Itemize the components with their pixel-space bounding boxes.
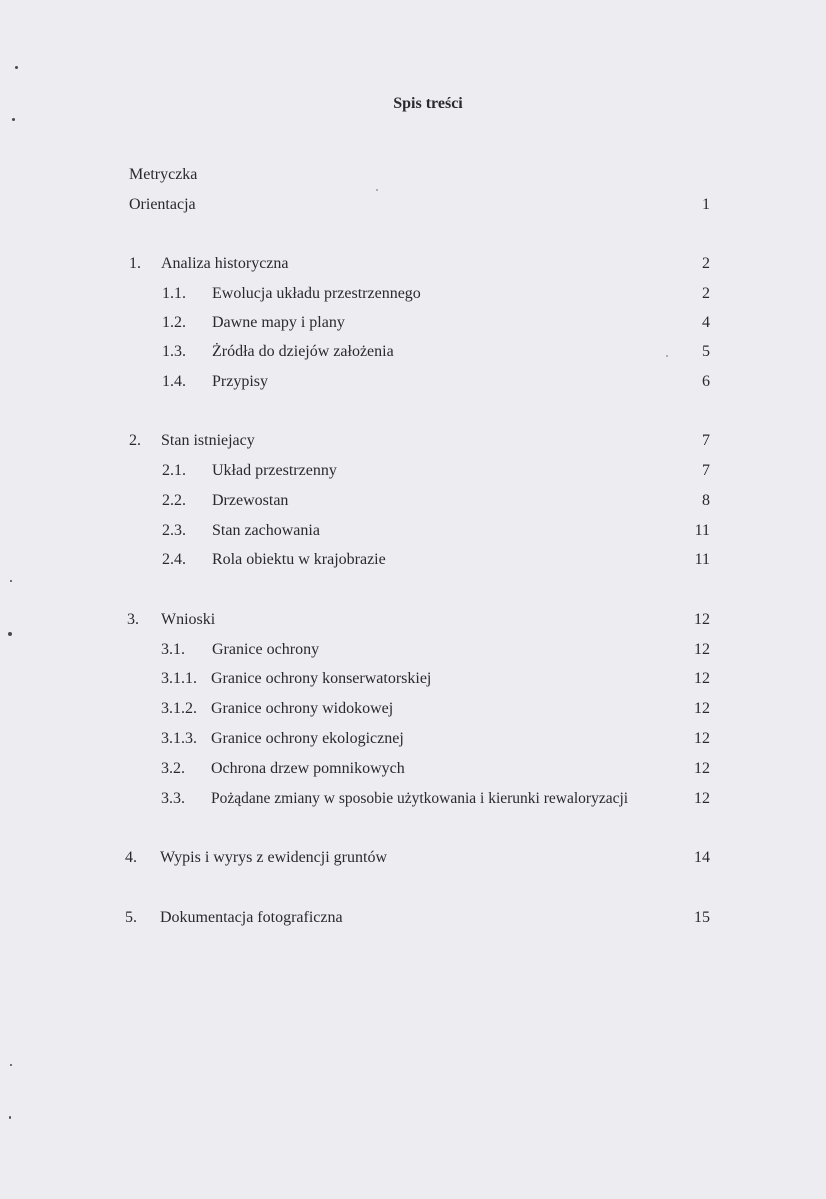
scan-speck <box>8 632 12 636</box>
scan-speck <box>666 355 668 357</box>
scan-speck <box>10 580 12 582</box>
toc-entry-label: Granice ochrony <box>212 641 320 658</box>
toc-entry-number: 3.1.1. <box>161 670 197 687</box>
toc-entry-page: 11 <box>694 522 710 539</box>
toc-entry-page: 2 <box>702 285 710 302</box>
toc-entry-number: 1.1. <box>162 285 186 302</box>
toc-entry-label: Stan istniejacy <box>161 432 255 449</box>
toc-entry-number: 5. <box>125 909 137 926</box>
toc-entry-number: 2.2. <box>162 492 186 509</box>
toc-entry-label: Dawne mapy i plany <box>212 314 345 331</box>
toc-entry-page: 8 <box>702 492 710 509</box>
toc-entry-page: 2 <box>702 255 710 272</box>
toc-entry-label: Analiza historyczna <box>161 255 289 272</box>
scan-speck <box>376 189 378 191</box>
toc-entry-number: 1.3. <box>162 343 186 360</box>
toc-entry-label: Przypisy <box>212 373 268 390</box>
toc-entry-page: 1 <box>702 196 710 213</box>
toc-title: Spis treści <box>393 95 463 112</box>
toc-entry-page: 15 <box>694 909 710 926</box>
toc-entry-number: 3.1. <box>161 641 185 658</box>
scan-speck <box>10 1064 12 1066</box>
toc-entry-label: Granice ochrony ekologicznej <box>211 730 404 747</box>
toc-entry-label: Wnioski <box>161 611 216 628</box>
toc-entry-label: Pożądane zmiany w sposobie użytkowania i kierunki rewaloryzacji <box>211 790 629 807</box>
toc-entry-label: Układ przestrzenny <box>212 462 337 479</box>
toc-entry-page: 12 <box>694 730 710 747</box>
toc-entry-page: 12 <box>694 760 710 777</box>
toc-entry-number: 1. <box>129 255 141 272</box>
scan-speck <box>12 118 15 121</box>
toc-entry-number: 2.4. <box>162 551 186 568</box>
toc-entry-page: 14 <box>694 849 710 866</box>
toc-entry-number: 3. <box>127 611 139 628</box>
toc-entry-label: Drzewostan <box>212 492 289 509</box>
toc-entry-label: Rola obiektu w krajobrazie <box>212 551 386 568</box>
toc-entry-page: 12 <box>694 641 710 658</box>
toc-entry-number: 1.2. <box>162 314 186 331</box>
toc-entry-label: Granice ochrony konserwatorskiej <box>211 670 432 687</box>
toc-entry-page: 11 <box>694 551 710 568</box>
toc-entry-label: Granice ochrony widokowej <box>211 700 394 717</box>
scan-speck <box>9 1116 11 1119</box>
toc-entry-page: 4 <box>702 314 710 331</box>
toc-entry-number: 2. <box>129 432 141 449</box>
toc-entry-page: 12 <box>694 670 710 687</box>
toc-entry-page: 7 <box>702 432 710 449</box>
toc-entry-number: 4. <box>125 849 137 866</box>
scan-speck <box>15 66 18 69</box>
toc-entry-page: 7 <box>702 462 710 479</box>
toc-entry-label: Wypis i wyrys z ewidencji gruntów <box>160 849 387 866</box>
toc-entry-number: 3.3. <box>161 790 185 807</box>
toc-entry-label: Ewolucja układu przestrzennego <box>212 285 421 302</box>
toc-entry-page: 12 <box>694 700 710 717</box>
toc-entry-number: 2.1. <box>162 462 186 479</box>
toc-entry-page: 6 <box>702 373 710 390</box>
toc-entry-number: 1.4. <box>162 373 186 390</box>
toc-entry-number: 2.3. <box>162 522 186 539</box>
toc-entry-label: Dokumentacja fotograficzna <box>160 909 343 926</box>
toc-entry-number: 3.2. <box>161 760 185 777</box>
toc-entry-number: 3.1.3. <box>161 730 197 747</box>
toc-entry-number: 3.1.2. <box>161 700 197 717</box>
toc-entry-label: Żródła do dziejów założenia <box>212 343 394 360</box>
toc-entry-page: 12 <box>694 611 710 628</box>
toc-entry-label: Orientacja <box>129 196 196 213</box>
toc-entry-label: Ochrona drzew pomnikowych <box>211 760 405 777</box>
toc-entry-page: 12 <box>694 790 710 807</box>
toc-entry-page: 5 <box>702 343 710 360</box>
toc-entry-label: Stan zachowania <box>212 522 320 539</box>
toc-entry-label: Metryczka <box>129 166 198 183</box>
